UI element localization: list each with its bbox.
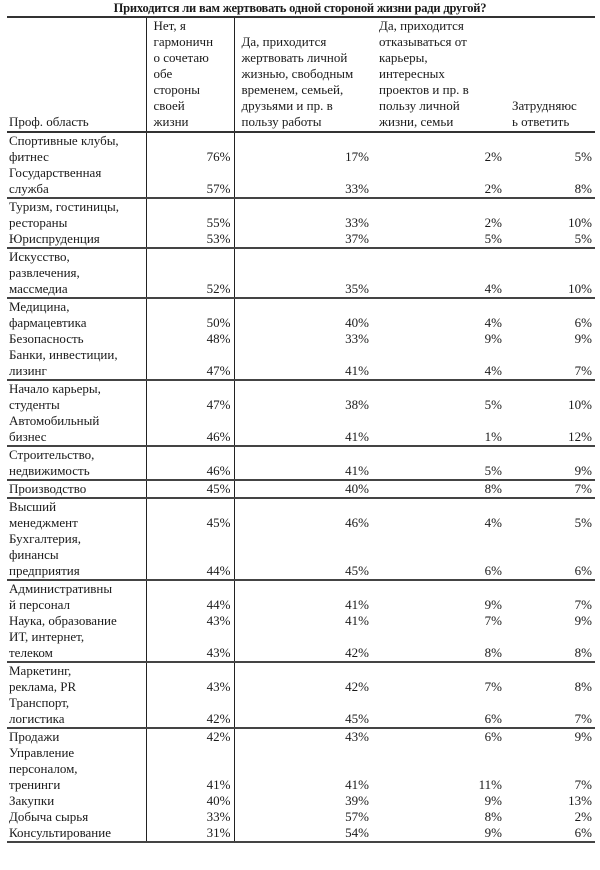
prof-area-line: Маркетинг, (9, 663, 72, 678)
cell-sacrifice-personal: 40% (345, 315, 369, 330)
cell-harmonious: 43% (146, 629, 234, 662)
header-sacrifice-career (372, 17, 505, 132)
header-line: жизни, семьи (379, 114, 454, 129)
prof-area-line: ИТ, интернет, (9, 629, 85, 644)
prof-area-line: Транспорт, (9, 695, 70, 710)
prof-area-line: менеджмент (9, 515, 78, 530)
header-hard-to-say (505, 17, 595, 132)
cell-prof-area (7, 745, 146, 793)
survey-table (7, 16, 595, 843)
prof-area-line: Высший (9, 499, 57, 514)
cell-sacrifice-career: 5% (372, 446, 505, 480)
cell-harmonious: 46% (146, 446, 234, 480)
cell-prof-area (7, 728, 146, 745)
cell-sacrifice-personal: 41% (234, 413, 372, 446)
cell-harmonious: 44% (146, 531, 234, 580)
cell-prof-area (7, 531, 146, 580)
cell-hard-to-say: 8% (574, 679, 592, 694)
prof-area-line: предприятия (9, 563, 80, 578)
header-sacrifice-personal (234, 17, 372, 132)
cell-hard-to-say: 9% (574, 331, 592, 346)
prof-area-line: Банки, инвестиции, (9, 347, 118, 362)
prof-area-line: логистика (9, 711, 65, 726)
cell-sacrifice-personal: 45% (234, 531, 372, 580)
cell-harmonious: 45% (146, 498, 234, 531)
prof-area-line: персоналом, (9, 761, 78, 776)
cell-prof-area (7, 480, 146, 498)
cell-prof-area (7, 695, 146, 728)
cell-prof-area (7, 298, 146, 331)
cell-sacrifice-career: 7% (484, 613, 502, 628)
cell-sacrifice-career: 9% (372, 825, 505, 842)
cell-harmonious: 76% (146, 132, 234, 165)
cell-sacrifice-career: 8% (484, 809, 502, 824)
cell-sacrifice-personal: 37% (234, 231, 372, 248)
table-row (7, 347, 595, 380)
cell-sacrifice-personal: 43% (345, 729, 369, 744)
cell-sacrifice-career: 5% (484, 397, 502, 412)
prof-area-line: й персонал (9, 597, 71, 612)
cell-sacrifice-personal: 54% (234, 825, 372, 842)
cell-sacrifice-career: 4% (372, 248, 505, 298)
cell-prof-area (7, 498, 146, 531)
prof-area-line: Бухгалтерия, (9, 531, 81, 546)
table-row (7, 695, 595, 728)
header-line: жизни (153, 114, 189, 129)
cell-harmonious: 31% (146, 825, 234, 842)
cell-sacrifice-personal: 33% (345, 331, 369, 346)
header-line: интересных (379, 66, 445, 81)
cell-sacrifice-career: 2% (484, 215, 502, 230)
cell-harmonious: 33% (146, 809, 234, 825)
table-row (7, 331, 595, 347)
prof-area-line: недвижимость (9, 463, 90, 478)
cell-hard-to-say: 5% (574, 515, 592, 530)
cell-sacrifice-personal: 41% (345, 597, 369, 612)
cell-prof-area (7, 629, 146, 662)
cell-sacrifice-personal: 35% (234, 248, 372, 298)
header-line: Да, приходится (379, 18, 464, 33)
table-row (7, 413, 595, 446)
header-row (7, 17, 595, 132)
cell-sacrifice-career: 4% (484, 315, 502, 330)
cell-prof-area (7, 347, 146, 380)
prof-area-line: Консультирование (9, 825, 111, 840)
table-body (7, 132, 595, 842)
header-line: Проф. область (9, 114, 89, 129)
header-line: пользу работы (241, 114, 322, 129)
cell-prof-area (7, 165, 146, 198)
header-line: Да, приходится (241, 34, 327, 49)
prof-area-line: Искусство, (9, 249, 70, 264)
cell-harmonious: 50% (146, 298, 234, 331)
prof-area-line: фармацевтика (9, 315, 87, 330)
prof-area-line: Строительство, (9, 447, 95, 462)
table-row (7, 531, 595, 580)
cell-harmonious: 47% (146, 380, 234, 413)
cell-hard-to-say: 2% (574, 809, 592, 824)
cell-hard-to-say: 7% (505, 347, 595, 380)
header-line: жизнью, свободным (241, 66, 354, 81)
table-row (7, 613, 595, 629)
cell-harmonious: 41% (146, 745, 234, 793)
table-row (7, 480, 595, 498)
cell-sacrifice-career: 6% (372, 695, 505, 728)
cell-sacrifice-personal: 38% (345, 397, 369, 412)
prof-area-line: Производство (9, 481, 87, 496)
cell-sacrifice-career: 9% (484, 331, 502, 346)
header-line: ь ответить (512, 114, 570, 129)
cell-hard-to-say: 7% (574, 597, 592, 612)
cell-prof-area (7, 380, 146, 413)
cell-sacrifice-career: 8% (372, 629, 505, 662)
cell-harmonious: 57% (146, 165, 234, 198)
cell-sacrifice-career: 9% (484, 793, 502, 808)
cell-sacrifice-personal: 39% (345, 793, 369, 808)
cell-sacrifice-personal: 41% (345, 613, 369, 628)
cell-sacrifice-career: 6% (484, 729, 502, 744)
prof-area-line: фитнес (9, 149, 49, 164)
cell-hard-to-say: 7% (505, 480, 595, 498)
prof-area-line: лизинг (9, 363, 47, 378)
cell-prof-area (7, 198, 146, 231)
prof-area-line: реклама, PR (9, 679, 77, 694)
cell-hard-to-say: 8% (505, 165, 595, 198)
cell-sacrifice-personal: 33% (234, 165, 372, 198)
header-harmonious (146, 17, 234, 132)
cell-harmonious: 43% (146, 662, 234, 695)
table-row (7, 165, 595, 198)
cell-hard-to-say: 9% (505, 446, 595, 480)
prof-area-line: студенты (9, 397, 60, 412)
cell-prof-area (7, 446, 146, 480)
prof-area-line: Безопасность (9, 331, 84, 346)
cell-harmonious: 40% (146, 793, 234, 809)
cell-prof-area (7, 809, 146, 825)
cell-hard-to-say: 10% (568, 215, 592, 230)
prof-area-line: Административны (9, 581, 113, 596)
cell-prof-area (7, 662, 146, 695)
table-row (7, 580, 595, 613)
cell-prof-area (7, 825, 146, 842)
prof-area-line: Спортивные клубы, (9, 133, 119, 148)
cell-harmonious: 52% (146, 248, 234, 298)
cell-hard-to-say: 12% (505, 413, 595, 446)
prof-area-line: Закупки (9, 793, 55, 808)
cell-sacrifice-personal: 42% (345, 679, 369, 694)
prof-area-line: тренинги (9, 777, 61, 792)
cell-hard-to-say: 10% (505, 248, 595, 298)
prof-area-line: финансы (9, 547, 59, 562)
cell-prof-area (7, 231, 146, 248)
cell-sacrifice-career: 2% (484, 149, 502, 164)
header-line: отказываться от (379, 34, 467, 49)
table-title: Приходится ли вам жертвовать одной стороной жизни ради другой? (113, 1, 487, 15)
header-line: Затрудняюс (512, 98, 577, 113)
header-line: друзьями и пр. в (241, 98, 333, 113)
header-line: временем, семьей, (241, 82, 344, 97)
cell-hard-to-say: 8% (505, 629, 595, 662)
cell-sacrifice-personal: 46% (345, 515, 369, 530)
table-row (7, 298, 595, 331)
cell-prof-area (7, 132, 146, 165)
prof-area-line: Продажи (9, 729, 60, 744)
cell-harmonious: 46% (146, 413, 234, 446)
table-row (7, 793, 595, 809)
cell-hard-to-say: 7% (574, 777, 592, 792)
table-row (7, 132, 595, 165)
cell-harmonious: 53% (146, 231, 234, 248)
cell-harmonious: 47% (146, 347, 234, 380)
table-row (7, 629, 595, 662)
cell-prof-area (7, 331, 146, 347)
prof-area-line: телеком (9, 645, 53, 660)
header-line: проектов и пр. в (379, 82, 469, 97)
cell-sacrifice-career: 5% (372, 231, 505, 248)
table-row (7, 380, 595, 413)
table-row (7, 825, 595, 842)
table-row (7, 728, 595, 745)
cell-harmonious: 43% (146, 613, 234, 629)
cell-hard-to-say: 6% (505, 531, 595, 580)
cell-sacrifice-personal: 41% (345, 777, 369, 792)
cell-hard-to-say: 9% (574, 729, 592, 744)
header-line: о сочетаю (153, 50, 209, 65)
cell-harmonious: 55% (146, 198, 234, 231)
prof-area-line: Государственная (9, 165, 102, 180)
prof-area-line: Добыча сырья (9, 809, 89, 824)
prof-area-line: служба (9, 181, 49, 196)
cell-hard-to-say: 9% (574, 613, 592, 628)
cell-sacrifice-personal: 17% (345, 149, 369, 164)
cell-sacrifice-personal: 40% (234, 480, 372, 498)
table-row (7, 231, 595, 248)
prof-area-line: Медицина, (9, 299, 70, 314)
cell-hard-to-say: 5% (505, 231, 595, 248)
prof-area-line: Автомобильный (9, 413, 100, 428)
cell-sacrifice-personal: 45% (234, 695, 372, 728)
header-line: пользу личной (379, 98, 460, 113)
cell-sacrifice-career: 11% (478, 777, 502, 792)
prof-area-line: развлечения, (9, 265, 80, 280)
cell-sacrifice-career: 2% (372, 165, 505, 198)
cell-hard-to-say: 13% (568, 793, 592, 808)
prof-area-line: Туризм, гостиницы, (9, 199, 120, 214)
prof-area-line: Начало карьеры, (9, 381, 101, 396)
cell-sacrifice-personal: 41% (234, 446, 372, 480)
header-line: своей (153, 98, 185, 113)
cell-sacrifice-career: 4% (372, 347, 505, 380)
cell-sacrifice-personal: 41% (234, 347, 372, 380)
cell-prof-area (7, 613, 146, 629)
cell-sacrifice-career: 1% (372, 413, 505, 446)
table-row (7, 248, 595, 298)
cell-harmonious: 42% (146, 728, 234, 745)
table-row (7, 662, 595, 695)
cell-sacrifice-personal: 42% (234, 629, 372, 662)
table-row (7, 198, 595, 231)
prof-area-line: массмедиа (9, 281, 68, 296)
cell-harmonious: 42% (146, 695, 234, 728)
cell-hard-to-say: 10% (568, 397, 592, 412)
header-line: обе (153, 66, 173, 81)
cell-harmonious: 44% (146, 580, 234, 613)
header-line: гармоничн (153, 34, 214, 49)
table-row (7, 446, 595, 480)
cell-sacrifice-career: 8% (372, 480, 505, 498)
header-line: стороны (153, 82, 200, 97)
cell-hard-to-say: 6% (574, 315, 592, 330)
cell-sacrifice-career: 4% (484, 515, 502, 530)
cell-harmonious: 45% (146, 480, 234, 498)
prof-area-line: Юриспруденция (9, 231, 100, 246)
prof-area-line: бизнес (9, 429, 47, 444)
cell-prof-area (7, 248, 146, 298)
cell-harmonious: 48% (146, 331, 234, 347)
cell-sacrifice-personal: 57% (345, 809, 369, 824)
cell-hard-to-say: 5% (574, 149, 592, 164)
prof-area-line: Управление (9, 745, 75, 760)
header-line: жертвовать личной (241, 50, 348, 65)
table-row (7, 809, 595, 825)
cell-prof-area (7, 580, 146, 613)
header-prof-area (7, 17, 146, 132)
cell-sacrifice-career: 6% (372, 531, 505, 580)
cell-prof-area (7, 413, 146, 446)
cell-sacrifice-personal: 33% (345, 215, 369, 230)
prof-area-line: Наука, образование (9, 613, 117, 628)
header-line: карьеры, (379, 50, 428, 65)
cell-sacrifice-career: 9% (484, 597, 502, 612)
table-row (7, 745, 595, 793)
table-row (7, 498, 595, 531)
cell-hard-to-say: 7% (505, 695, 595, 728)
header-line: Нет, я (153, 18, 186, 33)
cell-prof-area (7, 793, 146, 809)
prof-area-line: рестораны (9, 215, 68, 230)
cell-hard-to-say: 6% (505, 825, 595, 842)
cell-sacrifice-career: 7% (484, 679, 502, 694)
